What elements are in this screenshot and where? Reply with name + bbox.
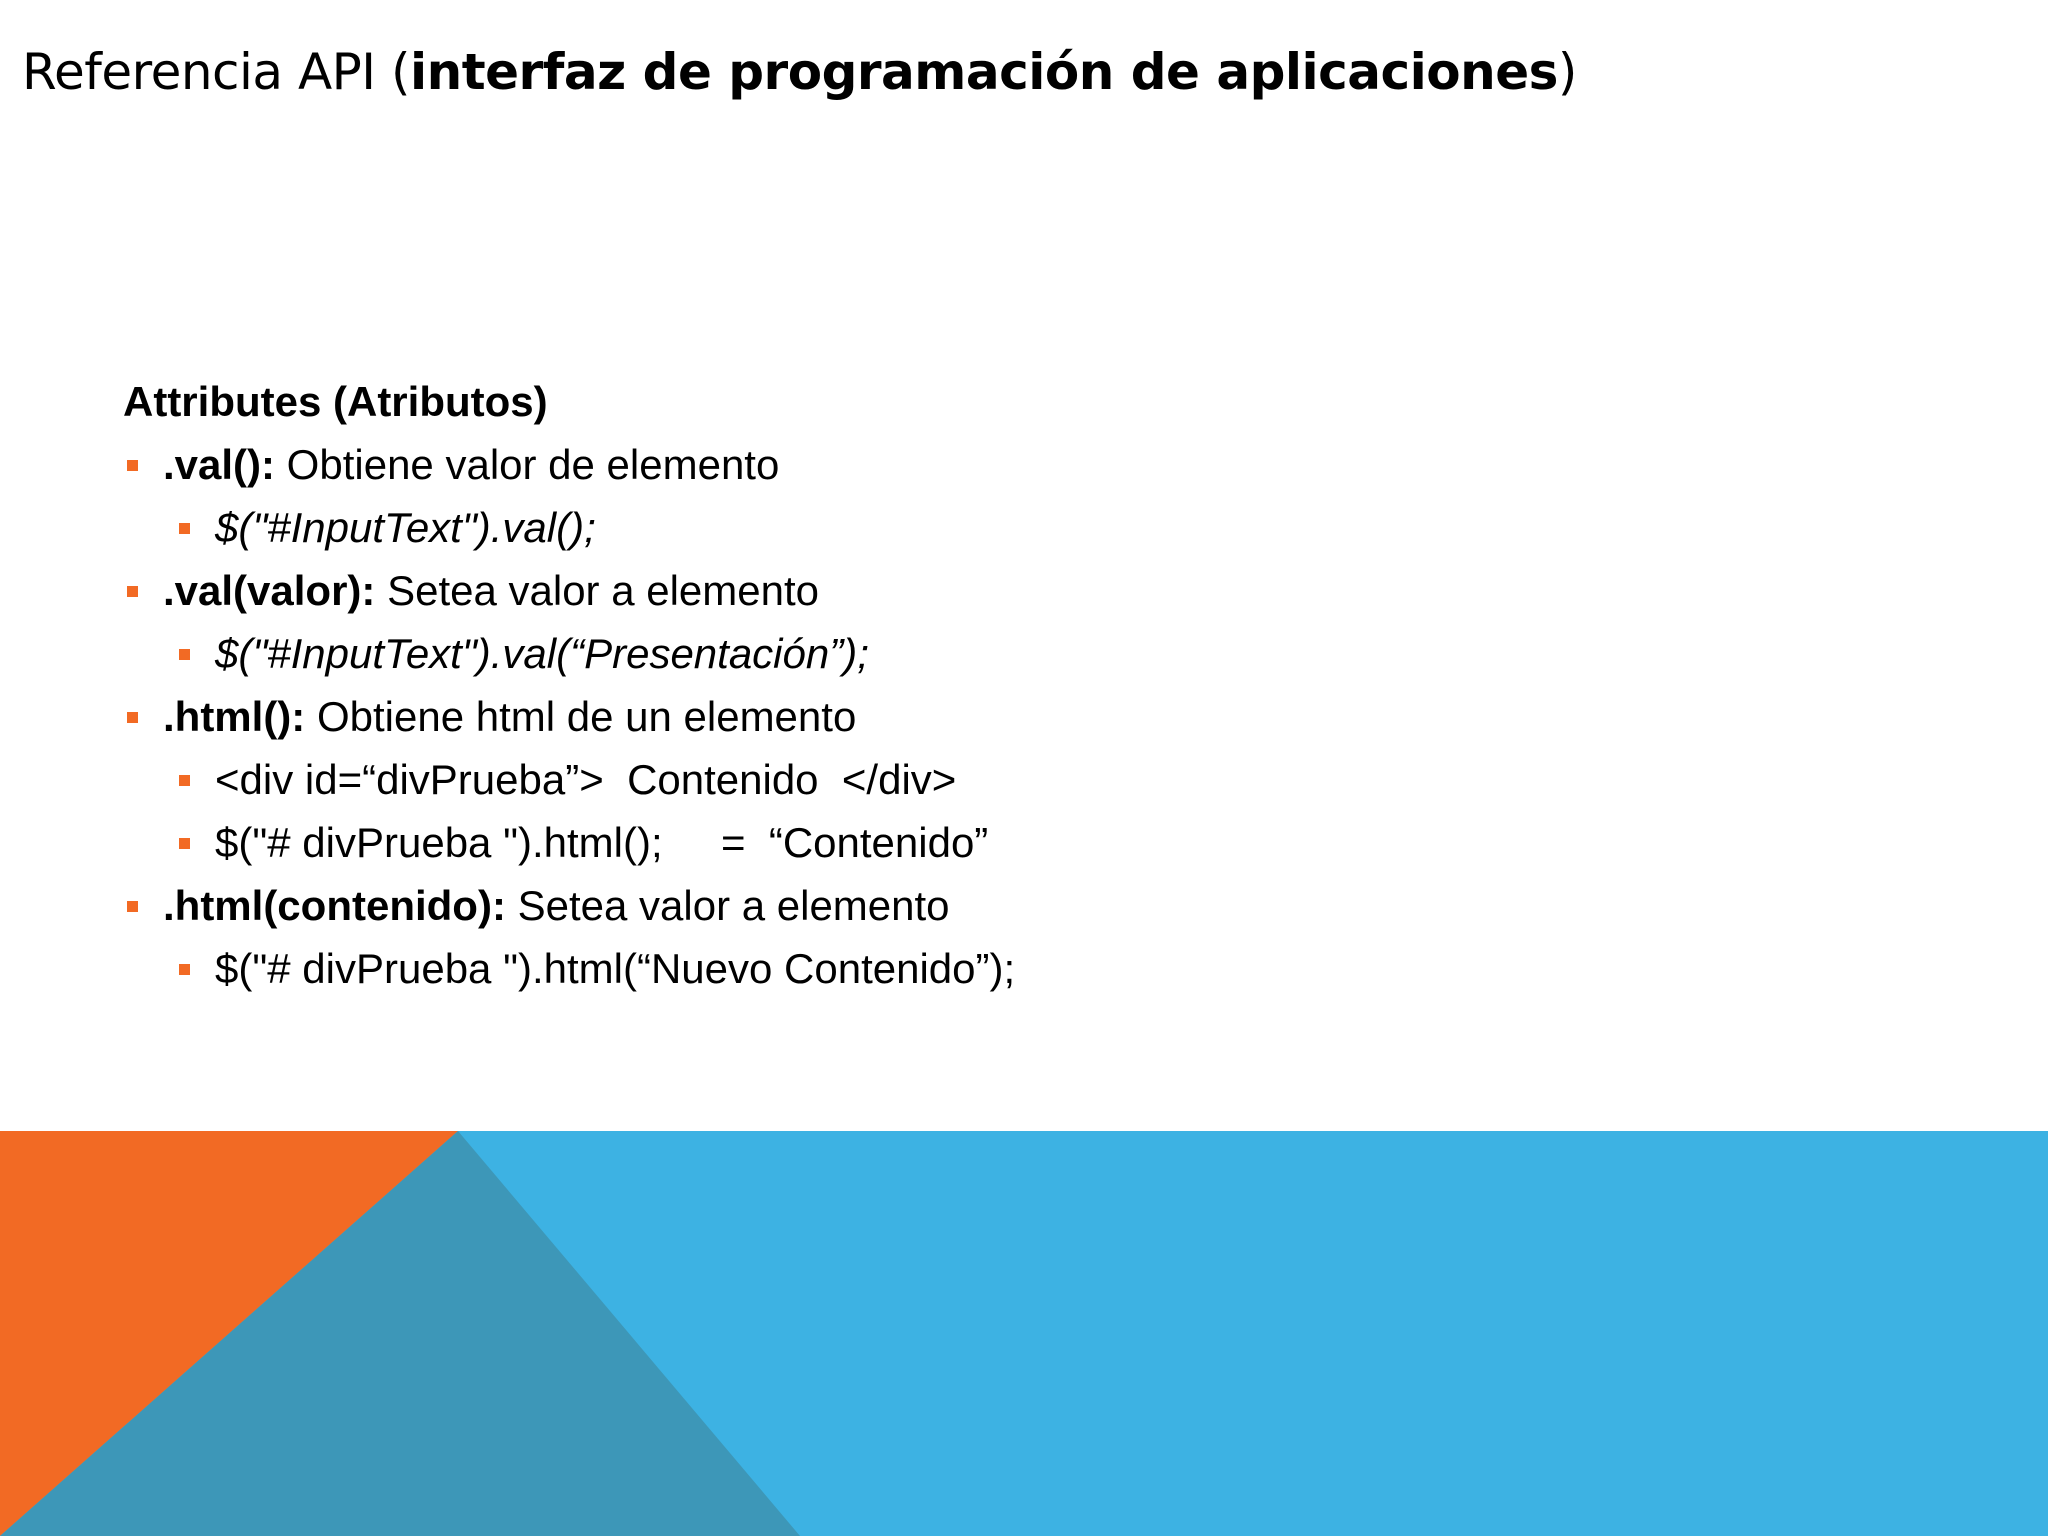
slide-title xyxy=(22,42,1577,102)
bullet-square-icon xyxy=(127,712,138,723)
decorative-footer-shapes xyxy=(0,1131,2048,1536)
method-name: .html(contenido): xyxy=(163,882,506,929)
method-description: Obtiene valor de elemento xyxy=(275,441,780,488)
bullet-square-icon xyxy=(179,775,190,786)
method-name: .val(): xyxy=(163,441,276,488)
bullet-square-icon xyxy=(127,460,138,471)
bullet-square-icon xyxy=(179,649,190,660)
list-item-html-contenido-example xyxy=(123,937,1015,1000)
list-item-html xyxy=(123,685,1015,748)
method-name: .val(valor): xyxy=(163,567,376,614)
list-item-html-markup xyxy=(123,748,1015,811)
method-name: .html(): xyxy=(163,693,306,740)
bullet-square-icon xyxy=(127,586,138,597)
bullet-square-icon xyxy=(127,901,138,912)
code-example: $("#InputText").val(); xyxy=(215,504,596,551)
bullet-square-icon xyxy=(179,838,190,849)
list-item-val-valor-example xyxy=(123,622,1015,685)
list-item-val-valor xyxy=(123,559,1015,622)
code-example: $("# divPrueba ").html(); = “Contenido” xyxy=(215,819,989,866)
list-item-val-example xyxy=(123,496,1015,559)
list-item-html-contenido xyxy=(123,874,1015,937)
section-heading: Attributes (Atributos) xyxy=(123,378,548,425)
title-prefix: Referencia API ( xyxy=(22,43,410,101)
bullet-square-icon xyxy=(179,964,190,975)
method-description: Setea valor a elemento xyxy=(375,567,820,614)
title-suffix: ) xyxy=(1557,43,1577,101)
bullet-square-icon xyxy=(179,523,190,534)
title-bold: interfaz de programación de aplicaciones xyxy=(409,43,1558,101)
method-description: Obtiene html de un elemento xyxy=(305,693,857,740)
code-example: $("# divPrueba ").html(“Nuevo Contenido”); xyxy=(215,945,1016,992)
code-example: <div id=“divPrueba”> Contenido </div> xyxy=(215,756,957,803)
method-description: Setea valor a elemento xyxy=(505,882,950,929)
slide-content xyxy=(123,370,1015,1000)
list-item-html-example xyxy=(123,811,1015,874)
list-item-val xyxy=(123,433,1015,496)
code-example: $("#InputText").val(“Presentación”); xyxy=(215,630,869,677)
bullet-list xyxy=(123,433,1015,1000)
